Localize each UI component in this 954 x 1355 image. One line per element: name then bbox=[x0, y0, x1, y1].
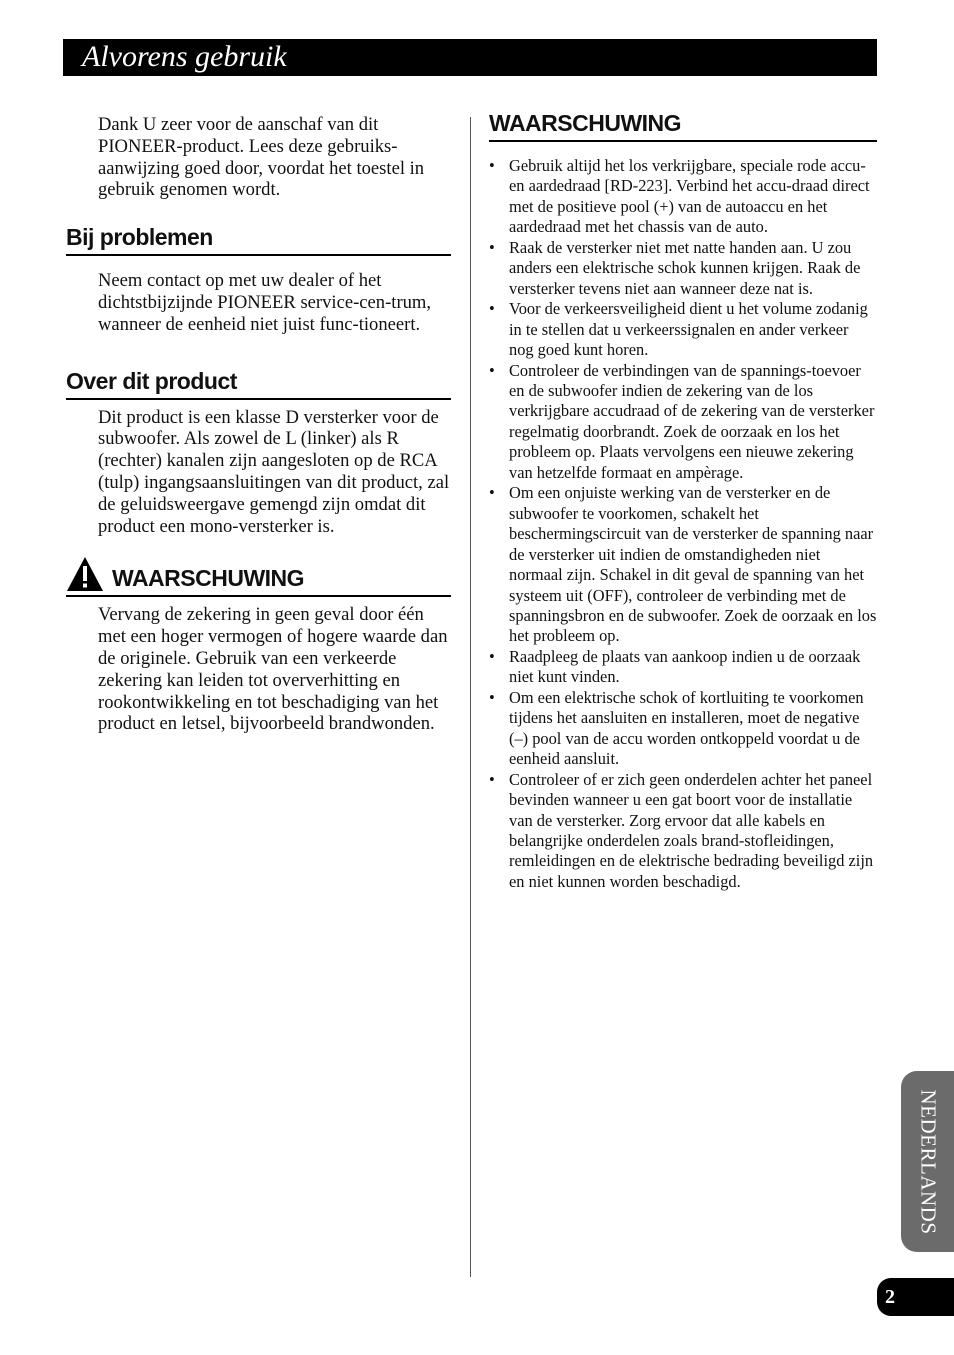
list-item: • Controleer of er zich geen onderdelen achter het paneel bevinden wanneer u een gat boort voor de installatie van de versterker. Zorg ervoor dat alle kabels en belangrijke onderdelen zoals brand-stofleidingen, remleidingen en de elektrische bedrading beveiligd zijn en niet kunnen worden beschadigd. bbox=[489, 769, 874, 891]
language-tab bbox=[901, 1071, 954, 1252]
title-bar bbox=[63, 39, 877, 76]
list-item: • Om een elektrische schok of kortluiting te voorkomen tijdens het aansluiten en installeren, moet de negative (–) pool van de accu worden ontkoppeld voordat u de eenheid aansluit. bbox=[489, 687, 864, 769]
product-text: Dit product is een klasse D versterker voor de subwoofer. Als zowel de L (linker) als R (rechter) kanalen zijn aangesloten op de RCA (tulp) ingangsaansluitingen van dit product, zal de geluidsweergave gemengd zijn omdat dit product een mono-versterker is. bbox=[98, 406, 450, 537]
section-heading-product: Over dit product bbox=[66, 368, 451, 400]
warning-left-label: WAARSCHUWING bbox=[112, 565, 305, 592]
section-heading-warning-left bbox=[66, 556, 451, 597]
left-column bbox=[66, 110, 451, 735]
page-title: Alvorens gebruik bbox=[82, 40, 287, 73]
list-item: • Controleer de verbindingen van de spannings-toevoer en de subwoofer indien de zekering van de los verkrijgbare accudraad of de zekering van de versterker regelmatig doorbrandt. Zoek de oorzaak en los het probleem op. Plaats vervolgens een nieuwe zekering van hetzelfde formaat en ampèrage. bbox=[489, 360, 875, 482]
warning-list bbox=[489, 156, 877, 892]
warning-left-text: Vervang de zekering in geen geval door één met een hoger vermogen of hogere waarde dan de originele. Gebruik van een verkeerde zekering kan leiden tot oververhitting en rookontwikkeling en tot beschadiging van het product en letsel, bijvoorbeeld brandwonden. bbox=[98, 604, 448, 735]
list-item: • Raak de versterker niet met natte handen aan. U zou anders een elektrische schok kunnen krijgen. Raak de versterker tevens niet aan wanneer deze nat is. bbox=[489, 237, 861, 298]
section-heading-warning-right: WAARSCHUWING bbox=[489, 110, 877, 142]
page-number-box bbox=[877, 1278, 954, 1316]
list-item: • Raadpleeg de plaats van aankoop indien u de oorzaak niet kunt vinden. bbox=[489, 646, 861, 687]
page-number: 2 bbox=[885, 1286, 895, 1308]
intro-text: Dank U zeer voor de aanschaf van dit PIONEER-product. Lees deze gebruiks-aanwijzing goed door, voordat het toestel in gebruik genomen wordt. bbox=[98, 114, 425, 201]
warning-triangle-icon bbox=[66, 556, 104, 592]
list-item: • Gebruik altijd het los verkrijgbare, speciale rode accu- en aardedraad [RD-223]. Verbind het accu-draad direct met de positieve pool (+) van de autoaccu en het aardedraad met het chassis van de auto. bbox=[489, 156, 870, 237]
right-column bbox=[489, 110, 877, 892]
column-divider bbox=[470, 117, 471, 1277]
list-item: • Voor de verkeersveiligheid dient u het volume zodanig in te stellen dat u verkeerssignalen en ander verkeer nog goed kunt horen. bbox=[489, 299, 868, 360]
list-item: • Om een onjuiste werking van de versterker en de subwoofer te voorkomen, schakelt het beschermingscircuit van de versterker de spanning naar de versterker uit indien de omstandigheden niet normaal zijn. Schakel in dit geval de spanning van het systeem uit (OFF), controleer de verbinding met de spanningsbron en de subwoofer. Zoek de oorzaak en los het probleem op. bbox=[489, 483, 877, 646]
language-tab-label: NEDERLANDS bbox=[916, 1089, 940, 1234]
problemen-text: Neem contact op met uw dealer of het dichtstbijzijnde PIONEER service-cen-trum, wanneer de eenheid niet juist func-tioneert. bbox=[98, 270, 432, 335]
section-heading-problemen: Bij problemen bbox=[66, 224, 451, 256]
